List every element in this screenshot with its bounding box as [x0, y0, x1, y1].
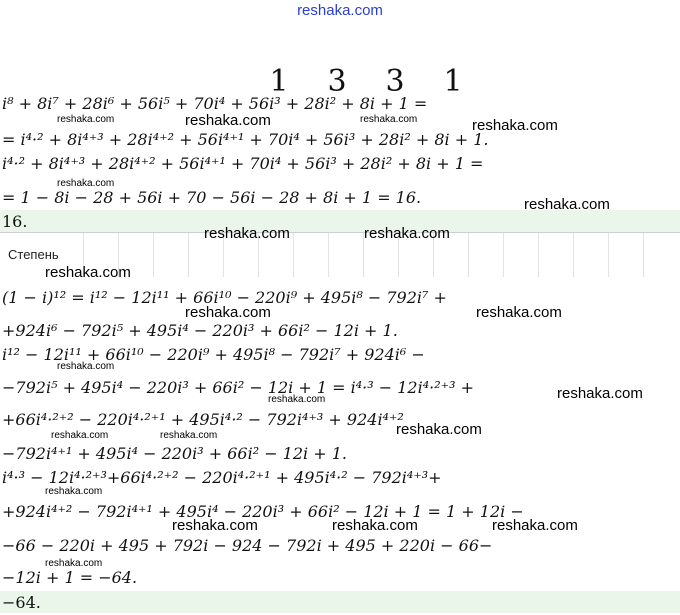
- coefficient: 1: [443, 64, 463, 99]
- equation-line: = i⁴·² + 8i⁴⁺³ + 28i⁴⁺² + 56i⁴⁺¹ + 70i⁴ + 56i³ + 28i² + 8i + 1.: [2, 130, 489, 149]
- watermark: reshaka.com: [185, 304, 271, 321]
- table-cell: [294, 233, 329, 277]
- watermark: reshaka.com: [364, 225, 450, 242]
- answer-value: 16.: [2, 212, 28, 231]
- equation-line: i¹² − 12i¹¹ + 66i¹⁰ − 220i⁹ + 495i⁸ − 792i⁷ + 924i⁶ −: [2, 345, 425, 364]
- answer-value: −64.: [2, 593, 41, 612]
- watermark: reshaka.com: [472, 117, 558, 134]
- watermark: reshaka.com: [268, 394, 326, 405]
- watermark: reshaka.com: [524, 196, 610, 213]
- watermark: reshaka.com: [45, 486, 103, 497]
- watermark: reshaka.com: [360, 114, 418, 125]
- equation-line: −66 − 220i + 495 + 792i − 924 − 792i + 495 + 220i − 66−: [2, 536, 493, 555]
- watermark: reshaka.com: [476, 304, 562, 321]
- table-cell: [574, 233, 609, 277]
- watermark: reshaka.com: [396, 421, 482, 438]
- coefficient: 1: [269, 64, 289, 99]
- site-link[interactable]: reshaka.com: [297, 2, 383, 19]
- equation-line: i⁴·² + 8i⁴⁺³ + 28i⁴⁺² + 56i⁴⁺¹ + 70i⁴ + 56i³ + 28i² + 8i + 1 =: [2, 154, 484, 173]
- table-cell: [609, 233, 644, 277]
- equation-line: i⁴·³ − 12i⁴·²⁺³+66i⁴·²⁺² − 220i⁴·²⁺¹ + 495i⁴·² − 792i⁴⁺³+: [2, 468, 442, 487]
- watermark: reshaka.com: [57, 178, 115, 189]
- coefficient: 3: [327, 64, 347, 99]
- equation-line: +66i⁴·²⁺² − 220i⁴·²⁺¹ + 495i⁴·² − 792i⁴⁺³ + 924i⁴⁺²: [2, 410, 404, 429]
- equation-line: = 1 − 8i − 28 + 56i + 70 − 56i − 28 + 8i + 1 = 16.: [2, 188, 422, 207]
- watermark: reshaka.com: [51, 430, 109, 441]
- watermark: reshaka.com: [492, 517, 578, 534]
- table-cell: [469, 233, 504, 277]
- equation-line: −792i⁴⁺¹ + 495i⁴ − 220i³ + 66i² − 12i + 1.: [2, 444, 347, 463]
- equation-line: +924i⁶ − 792i⁵ + 495i⁴ − 220i³ + 66i² − 12i + 1.: [2, 321, 398, 340]
- table-cell: [154, 233, 189, 277]
- equation-line: −12i + 1 = −64.: [2, 568, 138, 587]
- table-label: Степень: [8, 247, 59, 262]
- equation-line: i⁸ + 8i⁷ + 28i⁶ + 56i⁵ + 70i⁴ + 56i³ + 28i² + 8i + 1 =: [2, 94, 428, 113]
- watermark: reshaka.com: [185, 112, 271, 129]
- watermark: reshaka.com: [172, 517, 258, 534]
- table-cell: [504, 233, 539, 277]
- answer-row: [0, 210, 680, 232]
- watermark: reshaka.com: [557, 385, 643, 402]
- answer-row: [0, 591, 680, 613]
- table-cell: [644, 233, 680, 277]
- watermark: reshaka.com: [332, 517, 418, 534]
- watermark: reshaka.com: [204, 225, 290, 242]
- equation-line: +924i⁴⁺² − 792i⁴⁺¹ + 495i⁴ − 220i³ + 66i² − 12i + 1 = 1 + 12i −: [2, 502, 524, 521]
- watermark: reshaka.com: [57, 361, 115, 372]
- equation-line: (1 − i)¹² = i¹² − 12i¹¹ + 66i¹⁰ − 220i⁹ + 495i⁸ − 792i⁷ +: [2, 288, 447, 307]
- watermark: reshaka.com: [45, 264, 131, 281]
- table-cell: [539, 233, 574, 277]
- watermark: reshaka.com: [160, 430, 218, 441]
- table-cell: [329, 233, 364, 277]
- coefficient: 3: [385, 64, 405, 99]
- equation-line: −792i⁵ + 495i⁴ − 220i³ + 66i² − 12i + 1 = i⁴·³ − 12i⁴·²⁺³ +: [2, 378, 474, 397]
- watermark: reshaka.com: [45, 558, 103, 569]
- watermark: reshaka.com: [57, 114, 115, 125]
